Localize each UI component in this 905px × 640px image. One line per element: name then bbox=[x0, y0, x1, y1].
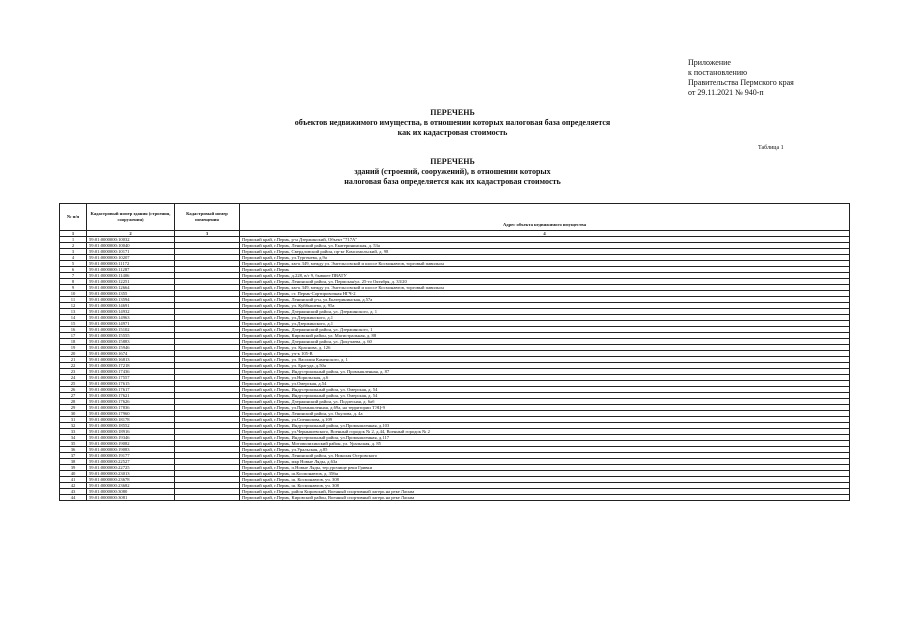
row-number: 9 bbox=[60, 285, 87, 291]
row-number: 36 bbox=[60, 447, 87, 453]
address: Пермский край, г.Пермь, ул. Брагуда, д.50а bbox=[240, 363, 850, 369]
row-number: 2 bbox=[60, 243, 87, 249]
address: Пермский край, г.Пермь, ул.Омерская, д.54 bbox=[240, 381, 850, 387]
address: Пермский край, г.Пермь, уч-к 105-В bbox=[240, 351, 850, 357]
address: Пермский край, г.Пермь, Индустриальный район, ул. Омерская, д. 54 bbox=[240, 387, 850, 393]
table-row bbox=[60, 495, 850, 501]
address: Пермский край, г.Пермь, Индустриальный район, ул. Промышленная, д. 87 bbox=[240, 369, 850, 375]
cadastral-number: 59:01:0000000:22527 bbox=[87, 459, 175, 465]
cadastral-number: 59:01:0000000:12251 bbox=[87, 279, 175, 285]
address: Пермский край, г.Пермь, ш. Космонавтов, уч. 308 bbox=[240, 483, 850, 489]
address: Пермский край, г.Пермь, Мотовилихинский район, ул. Уральская, д. 85 bbox=[240, 441, 850, 447]
cadastral-number: 59:01:0000000:1355 bbox=[87, 291, 175, 297]
title-line: зданий (строений, сооружений), в отношении которых bbox=[354, 167, 551, 176]
cadastral-number: 59:01:0000000:19082 bbox=[87, 441, 175, 447]
row-number: 10 bbox=[60, 291, 87, 297]
cadastral-number: 59:01:0000000:14691 bbox=[87, 303, 175, 309]
row-number: 18 bbox=[60, 339, 87, 345]
header-cadastral: Кадастровый номер здания (строения, сооружения) bbox=[87, 204, 175, 231]
address: Пермский край, г.Пермь, Дзержинский район, ул. Подлесная, д. 6аб bbox=[240, 399, 850, 405]
row-number: 43 bbox=[60, 489, 87, 495]
room-number bbox=[175, 495, 240, 501]
row-number: 26 bbox=[60, 387, 87, 393]
table-title bbox=[0, 157, 905, 187]
address: Пермский край, г.Пермь, Кировский район, Военный спортивный лагерь на реке Ласьва bbox=[240, 495, 850, 501]
cadastral-number: 59:01:0000000:13594 bbox=[87, 297, 175, 303]
approval-line: к постановлению bbox=[688, 68, 748, 77]
address: Пермский край, г.Пермь, ш. Космонавтов, уч. 308 bbox=[240, 477, 850, 483]
cadastral-number: 59:01:0000000:15883 bbox=[87, 339, 175, 345]
row-number: 30 bbox=[60, 411, 87, 417]
address: Пермский край, г.Пермь, Ленинский р-н, ул.Екатерининская, д.57а bbox=[240, 297, 850, 303]
row-number: 14 bbox=[60, 315, 87, 321]
row-number: 32 bbox=[60, 423, 87, 429]
cadastral-number: 59:01:0000000:23013 bbox=[87, 471, 175, 477]
row-number: 24 bbox=[60, 375, 87, 381]
row-number: 1 bbox=[60, 237, 87, 243]
address: Пермский край, г.Пермь, Ленинский район, ул. Николая Островского bbox=[240, 453, 850, 459]
row-number: 7 bbox=[60, 273, 87, 279]
cadastral-number: 59:01:0000000:14963 bbox=[87, 315, 175, 321]
cadastral-number: 59:01:0000000:10040 bbox=[87, 243, 175, 249]
address: Пермский край, г.Пермь, ул. Куйбышева, д. 95а bbox=[240, 303, 850, 309]
title-line: налоговая база определяется как их кадастровая стоимость bbox=[344, 177, 561, 186]
cadastral-number: 59:01:0000000:17626 bbox=[87, 399, 175, 405]
row-number: 42 bbox=[60, 483, 87, 489]
row-number: 39 bbox=[60, 465, 87, 471]
column-number: 1 bbox=[60, 231, 87, 237]
row-number: 22 bbox=[60, 363, 87, 369]
column-number: 4 bbox=[240, 231, 850, 237]
approval-line: Правительства Пермского края bbox=[688, 78, 794, 87]
address: Пермский край, г.Пермь, ул.Промышленная, д.69а, на территории ТЭЦ-9 bbox=[240, 405, 850, 411]
address: Пермский край, г.Пермь bbox=[240, 267, 850, 273]
header-num: № п/п bbox=[60, 204, 87, 231]
approval-block bbox=[688, 58, 794, 98]
cadastral-number: 59:01:0000000:10171 bbox=[87, 249, 175, 255]
row-number: 40 bbox=[60, 471, 87, 477]
table-body bbox=[60, 237, 850, 501]
address: Пермский край, г.Пермь, ул.Чернышевского, Военный городок № 2, д.44, Военный городок № 2 bbox=[240, 429, 850, 435]
row-number: 41 bbox=[60, 477, 87, 483]
document-title bbox=[0, 108, 905, 138]
address: Пермский край, г.Пермь, км-к 349, между ул. Энгельсовской и шоссе Космонавтов, торговый павильон bbox=[240, 285, 850, 291]
cadastral-number: 59:01:0000000:17218 bbox=[87, 363, 175, 369]
address: Пермский край, г.Пермь, п.Новые Ляды, тер.урочище реки Гривки bbox=[240, 465, 850, 471]
row-number: 16 bbox=[60, 327, 87, 333]
address: Пермский край, г.Пермь, ул. Василия Каменского, д. 1 bbox=[240, 357, 850, 363]
cadastral-number: 59:01:0000000:17836 bbox=[87, 405, 175, 411]
address: Пермский край, г.Пермь, ул.Тургенева, д.9а bbox=[240, 255, 850, 261]
address: Пермский край, г.Пермь, Дзержинский район, ул. Дзержинского, д. 1 bbox=[240, 309, 850, 315]
cadastral-number: 59:01:0000000:14971 bbox=[87, 321, 175, 327]
cadastral-number: 59:01:0000000:12664 bbox=[87, 285, 175, 291]
row-number: 37 bbox=[60, 453, 87, 459]
title-line: как их кадастровая стоимость bbox=[397, 128, 508, 137]
address: Пермский край, г.Пермь, ул.Спешилова, д.109 bbox=[240, 417, 850, 423]
address: Пермский край, г.Пермь, ул. Краснова, д. 126 bbox=[240, 345, 850, 351]
header-room: Кадастровый номер помещения bbox=[175, 204, 240, 231]
address: Пермский край, г.Пермь, Индустриальный район, ул.Промышленная, д.103 bbox=[240, 423, 850, 429]
cadastral-number: 59:01:0000000:11287 bbox=[87, 267, 175, 273]
row-number: 20 bbox=[60, 351, 87, 357]
row-number: 6 bbox=[60, 267, 87, 273]
row-number: 21 bbox=[60, 357, 87, 363]
row-number: 15 bbox=[60, 321, 87, 327]
title-heading: ПЕРЕЧЕНЬ bbox=[430, 108, 475, 117]
row-number: 34 bbox=[60, 435, 87, 441]
cadastral-number: 59:01:0000000:17615 bbox=[87, 381, 175, 387]
cadastral-number: 59:01:0000000:10032 bbox=[87, 237, 175, 243]
row-number: 12 bbox=[60, 303, 87, 309]
row-number: 28 bbox=[60, 399, 87, 405]
row-number: 25 bbox=[60, 381, 87, 387]
cadastral-number: 59:01:0000000:22725 bbox=[87, 465, 175, 471]
row-number: 4 bbox=[60, 255, 87, 261]
row-number: 5 bbox=[60, 261, 87, 267]
row-number: 44 bbox=[60, 495, 87, 501]
cadastral-number: 59:01:0000000:3080 bbox=[87, 489, 175, 495]
cadastral-number: 59:01:0000000:17436 bbox=[87, 369, 175, 375]
table-label: Таблица 1 bbox=[758, 145, 784, 151]
table-header-row bbox=[60, 204, 850, 231]
address: Пермский край, г.Пермь, Ленинский район, ул. Екатерининская, д. 53а bbox=[240, 243, 850, 249]
row-number: 3 bbox=[60, 249, 87, 255]
row-number: 8 bbox=[60, 279, 87, 285]
row-number: 11 bbox=[60, 297, 87, 303]
address: Пермский край, г.Пермь, ул.Дзержинского, д.1 bbox=[240, 315, 850, 321]
address: Пермский край, г.Пермь, км-к 349, между ул. Энгельсовской и шоссе Космонавтов, торговый павильон bbox=[240, 261, 850, 267]
address: Пермский край, г.Пермь, мкр Новые Ляды, д.63а bbox=[240, 459, 850, 465]
title-line: объектов недвижимого имущества, в отношении которых налоговая база определяется bbox=[294, 118, 611, 127]
address: Пермский край, г.Пермь, ст. Пермь-Сортировочная НГЧ-2 bbox=[240, 291, 850, 297]
cadastral-number: 59:01:0000000:15555 bbox=[87, 333, 175, 339]
cadastral-number: 59:01:0000000:19177 bbox=[87, 453, 175, 459]
row-number: 29 bbox=[60, 405, 87, 411]
address: Пермский край, г.Пермь, Свердловский район, пр-кт Комсомольский, д. 98 bbox=[240, 249, 850, 255]
cadastral-number: 59:01:0000000:17617 bbox=[87, 387, 175, 393]
cadastral-number: 59:01:0000000:17557 bbox=[87, 375, 175, 381]
cadastral-number: 59:01:0000000:15946 bbox=[87, 345, 175, 351]
cadastral-number: 59:01:0000000:17960 bbox=[87, 411, 175, 417]
cadastral-number: 59:01:0000000:23682 bbox=[87, 483, 175, 489]
cadastral-number: 59:01:0000000:11172 bbox=[87, 261, 175, 267]
cadastral-number: 59:01:0000000:19346 bbox=[87, 435, 175, 441]
address: Пермский край, г.Пермь, р-н Дзержинский, Объект "717А" bbox=[240, 237, 850, 243]
column-number: 2 bbox=[87, 231, 175, 237]
cadastral-number: 59:01:0000000:10207 bbox=[87, 255, 175, 261]
cadastral-number: 59:01:0000000:18552 bbox=[87, 423, 175, 429]
cadastral-number: 59:01:0000000:14932 bbox=[87, 309, 175, 315]
property-table bbox=[59, 203, 850, 501]
cadastral-number: 59:01:0000000:16813 bbox=[87, 357, 175, 363]
row-number: 31 bbox=[60, 417, 87, 423]
row-number: 27 bbox=[60, 393, 87, 399]
header-address: Адрес объекта недвижимого имущества bbox=[240, 204, 850, 231]
row-number: 23 bbox=[60, 369, 87, 375]
cadastral-number: 59:01:0000000:17621 bbox=[87, 393, 175, 399]
row-number: 35 bbox=[60, 441, 87, 447]
address: Пермский край, г.Пермь, д.228, в/г 9, бывшее ПВАТУ bbox=[240, 273, 850, 279]
address: Пермский край, г.Пермь, Индустриальный район, ул.Промышленная, д.117 bbox=[240, 435, 850, 441]
address: Пермский край, г.Пермь, Ленинский район, ул. Пермская/ул. 25-го Октября, д. 33/20 bbox=[240, 279, 850, 285]
cadastral-number: 59:01:0000000:1674 bbox=[87, 351, 175, 357]
row-number: 13 bbox=[60, 309, 87, 315]
address: Пермский край, г.Пермь, Дзержинский район, ул. Докучаева, д. 60 bbox=[240, 339, 850, 345]
cadastral-number: 59:01:0000000:15102 bbox=[87, 327, 175, 333]
address: Пермский край, г.Пермь, ул.Норильская, д.6 bbox=[240, 375, 850, 381]
cadastral-number: 59:01:0000000:11406 bbox=[87, 273, 175, 279]
address: Пермский край, г.Пермь, ул.Уральская, д.85 bbox=[240, 447, 850, 453]
address: Пермский край, г.Пермь, ул.Дзержинского, д.1 bbox=[240, 321, 850, 327]
approval-line: Приложение bbox=[688, 58, 731, 67]
address: Пермский край, г.Пермь, район Кировский, Военный спортивный лагерь на реке Ласьва bbox=[240, 489, 850, 495]
title-heading: ПЕРЕЧЕНЬ bbox=[430, 157, 475, 166]
row-number: 33 bbox=[60, 429, 87, 435]
row-number: 19 bbox=[60, 345, 87, 351]
address: Пермский край, г.Пермь, Ленинский район, ул. Окулова, д. 4а bbox=[240, 411, 850, 417]
cadastral-number: 59:01:0000000:19083 bbox=[87, 447, 175, 453]
cadastral-number: 59:01:0000000:3081 bbox=[87, 495, 175, 501]
cadastral-number: 59:01:0000000:18916 bbox=[87, 429, 175, 435]
address: Пермский край, г.Пермь, Индустриальный район, ул. Омерская, д. 54 bbox=[240, 393, 850, 399]
cadastral-number: 59:01:0000000:23678 bbox=[87, 477, 175, 483]
row-number: 38 bbox=[60, 459, 87, 465]
row-number: 17 bbox=[60, 333, 87, 339]
column-number: 3 bbox=[175, 231, 240, 237]
address: Пермский край, г.Пермь, Дзержинский район, ул. Дзержинского, 1 bbox=[240, 327, 850, 333]
cadastral-number: 59:01:0000000:18178 bbox=[87, 417, 175, 423]
approval-line: от 29.11.2021 № 940-п bbox=[688, 88, 764, 97]
address: Пермский край, г.Пермь, Кировский район, ул. Магистральная, д. 88 bbox=[240, 333, 850, 339]
address: Пермский край, г.Пермь, ш.Космонавтов, д. 356н bbox=[240, 471, 850, 477]
